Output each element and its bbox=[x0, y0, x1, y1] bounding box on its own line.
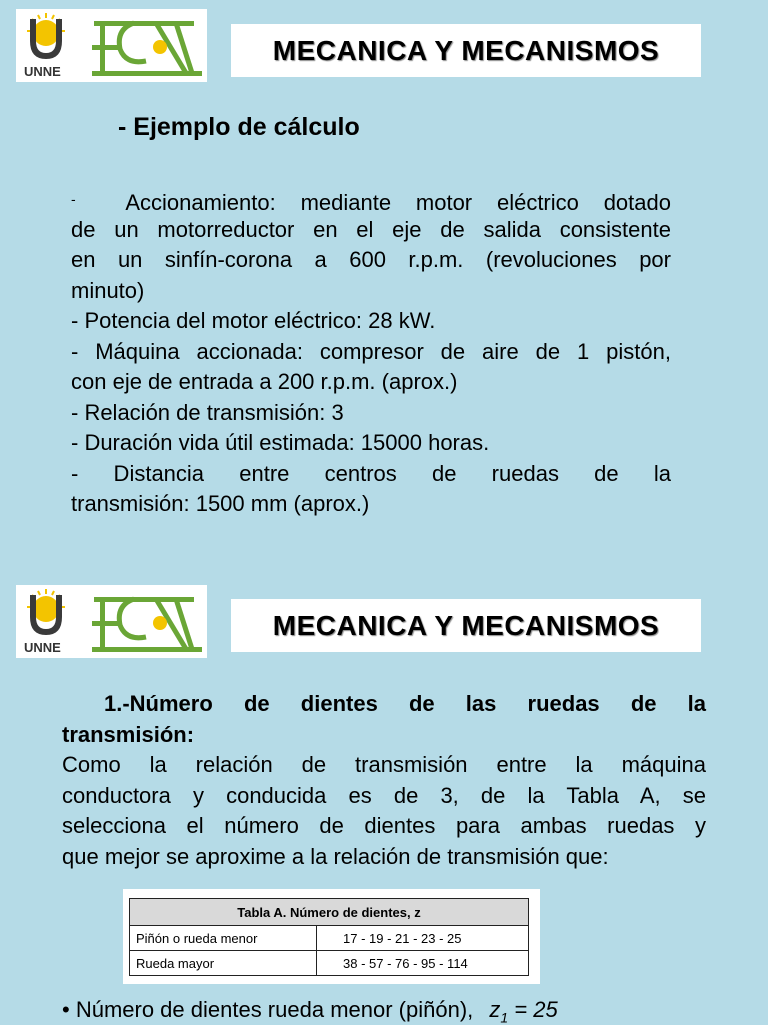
body-line: que mejor se aproxime a la relación de transmisión que: bbox=[62, 843, 609, 869]
unne-label: UNNE bbox=[24, 64, 61, 79]
unne-label: UNNE bbox=[24, 640, 61, 655]
section-heading: - Ejemplo de cálculo bbox=[118, 113, 360, 141]
row-label: Rueda mayor bbox=[130, 951, 317, 976]
body-line: conductora y conducida es de 3, de la Tabla A, se bbox=[62, 782, 706, 808]
param-line: con eje de entrada a 200 r.p.m. (aprox.) bbox=[71, 369, 458, 394]
body-line: selecciona el número de dientes para ambas ruedas y bbox=[62, 813, 706, 838]
variable-subscript: 1 bbox=[500, 1009, 509, 1025]
section-heading-cont: transmisión: bbox=[62, 721, 195, 747]
param-line: - Máquina accionada: compresor de aire de 1 pistón, bbox=[71, 338, 671, 364]
dash: - bbox=[71, 191, 76, 207]
table-row bbox=[130, 926, 529, 951]
bullet-text: • Número de dientes rueda menor (piñón), bbox=[62, 997, 474, 1022]
table-a bbox=[129, 898, 529, 976]
variable-z: z bbox=[489, 997, 501, 1022]
param-line bbox=[71, 184, 671, 215]
row-values: 17 - 19 - 21 - 23 - 25 bbox=[317, 926, 529, 951]
param-line: minuto) bbox=[71, 277, 145, 303]
slide-title-text: MECANICA Y MECANISMOS bbox=[272, 609, 660, 641]
param-line: - Relación de transmisión: 3 bbox=[71, 399, 344, 425]
param-line: - Duración vida útil estimada: 15000 horas. bbox=[71, 430, 490, 455]
param-line: - Potencia del motor eléctrico: 28 kW. bbox=[71, 308, 436, 333]
row-values: 38 - 57 - 76 - 95 - 114 bbox=[317, 951, 529, 976]
section-heading: 1.-Número de dientes de las ruedas de la bbox=[104, 691, 706, 716]
variable-value: = 25 bbox=[508, 997, 558, 1022]
body-line: Como la relación de transmisión entre la máquina bbox=[62, 752, 706, 777]
param-line: - Distancia entre centros de ruedas de la bbox=[71, 460, 671, 486]
table-header-row bbox=[130, 899, 529, 926]
logo-unne-fca bbox=[16, 9, 207, 82]
param-line: transmisión: 1500 mm (aprox.) bbox=[71, 491, 370, 516]
logo-unne-fca bbox=[16, 585, 207, 658]
table-row bbox=[130, 951, 529, 976]
table-caption: Tabla A. Número de dientes, z bbox=[130, 899, 529, 926]
table-a-panel bbox=[123, 889, 540, 984]
slide-title-text: MECANICA Y MECANISMOS bbox=[272, 34, 660, 66]
param-line: de un motorreductor en el eje de salida consistente bbox=[71, 216, 671, 242]
example-parameters bbox=[71, 184, 671, 520]
param-line: en un sinfín-corona a 600 r.p.m. (revoluciones por bbox=[71, 247, 671, 272]
section-body bbox=[62, 689, 706, 872]
pinion-teeth-bullet bbox=[62, 997, 558, 1025]
slide-title bbox=[231, 599, 701, 652]
param-text: Accionamiento: mediante motor eléctrico dotado bbox=[125, 190, 671, 215]
row-label: Piñón o rueda menor bbox=[130, 926, 317, 951]
slide-title bbox=[231, 24, 701, 77]
